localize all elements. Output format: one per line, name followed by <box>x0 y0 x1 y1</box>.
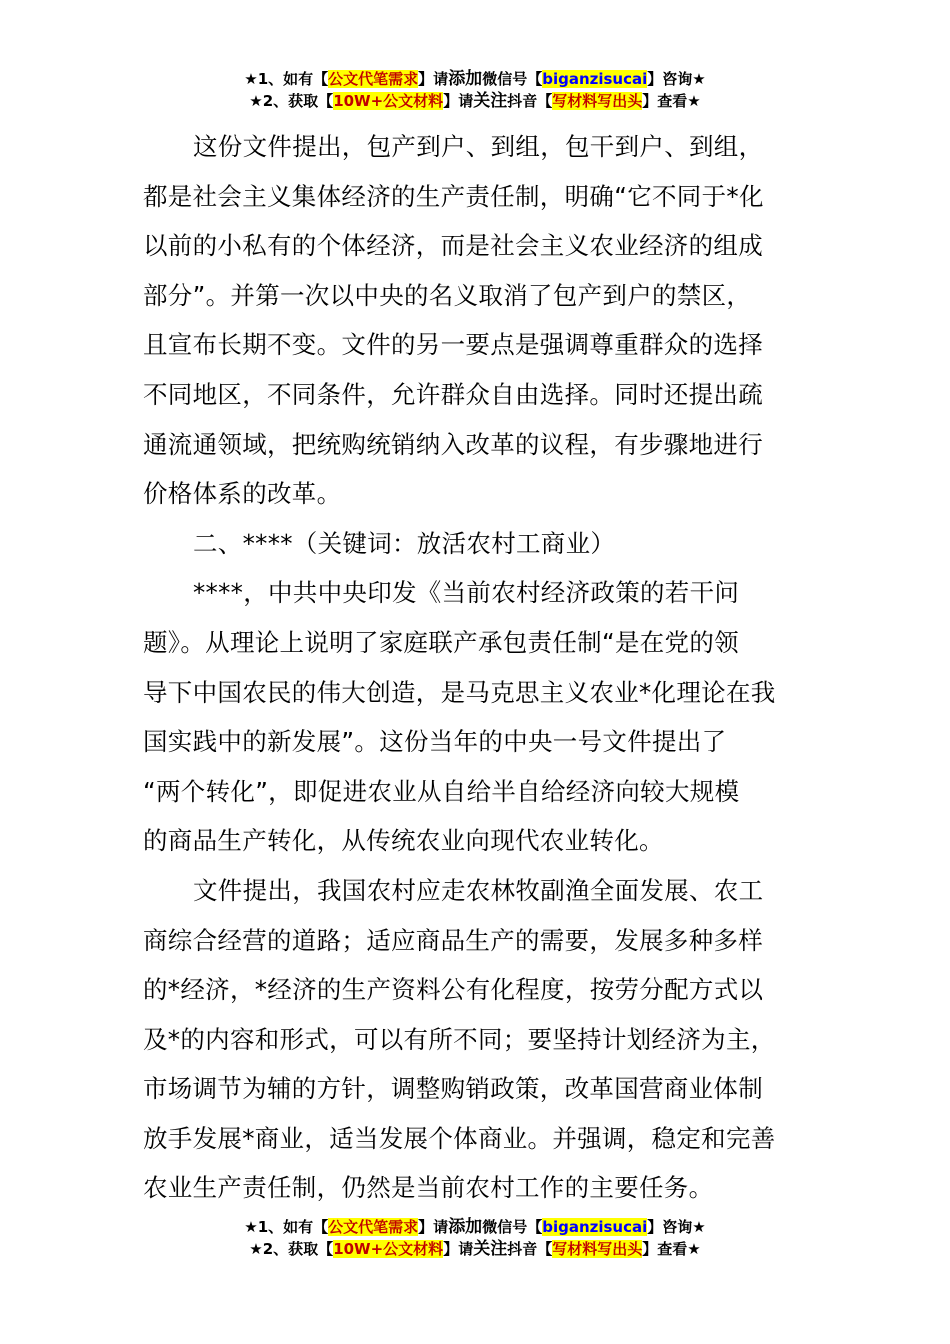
banner-text: 】请 <box>418 70 449 88</box>
banner-highlight-service: 公文代笔需求 <box>328 1218 419 1236</box>
banner-highlight-wechat: biganzisucai <box>542 70 648 88</box>
text-line: 国实践中的新发展”。这份当年的中央一号文件提出了 <box>143 727 727 757</box>
banner-text: 】请 <box>418 1218 449 1236</box>
text-line: 导下中国农民的伟大创造，是马克思主义农业*化理论在我 <box>143 677 776 707</box>
banner-highlight-wechat: biganzisucai <box>542 1218 648 1236</box>
text-line: 这份文件提出，包产到户、到组，包干到户、到组， <box>193 132 764 161</box>
paragraph-3 <box>143 866 808 1213</box>
banner-text: 】咨询★ <box>647 1218 706 1236</box>
banner-text: ★2、获取【 <box>249 1240 334 1258</box>
header-banner <box>0 68 950 112</box>
banner-emphasis: 添加 <box>448 1217 483 1237</box>
banner-text: ★1、如有【 <box>244 70 329 88</box>
text-line: 农业生产责任制，仍然是当前农村工作的主要任务。 <box>143 1173 714 1203</box>
banner-emphasis: 关注 <box>473 1239 508 1259</box>
banner-emphasis: 关注 <box>473 91 508 111</box>
text-line: 市场调节为辅的方针，调整购销政策，改革国营商业体制 <box>143 1074 763 1104</box>
banner-line-2 <box>0 1238 950 1260</box>
banner-text: 抖音【 <box>507 1240 553 1258</box>
banner-line-1 <box>0 1216 950 1238</box>
text-line: 且宣布长期不变。文件的另一要点是强调尊重群众的选择 <box>143 330 763 360</box>
text-line: ****，中共中央印发《当前农村经济政策的若干问 <box>193 578 740 608</box>
banner-text: 微信号【 <box>482 1218 543 1236</box>
paragraph-1 <box>143 122 808 519</box>
banner-line-1 <box>0 68 950 90</box>
text-line: 通流通领域，把统购统销纳入改革的议程，有步骤地进行 <box>143 429 763 459</box>
footer-banner <box>0 1216 950 1260</box>
banner-text: 】请 <box>443 92 474 110</box>
banner-text: 】查看★ <box>642 92 701 110</box>
banner-line-2 <box>0 90 950 112</box>
text-line: 文件提出，我国农村应走农林牧副渔全面发展、农工 <box>193 875 764 905</box>
banner-text: ★2、获取【 <box>249 92 334 110</box>
section-heading <box>143 519 808 569</box>
text-line: 价格体系的改革。 <box>143 479 342 509</box>
banner-text: 微信号【 <box>482 70 543 88</box>
banner-text: 】咨询★ <box>647 70 706 88</box>
text-line: 商综合经营的道路；适应商品生产的需要，发展多种多样 <box>143 925 763 955</box>
text-line: 放手发展*商业，适当发展个体商业。并强调，稳定和完善 <box>143 1123 776 1153</box>
text-line: 题》。从理论上说明了家庭联产承包责任制“是在党的领 <box>143 627 739 657</box>
text-line: 都是社会主义集体经济的生产责任制，明确“它不同于*化 <box>143 181 764 211</box>
text-line: 部分”。并第一次以中央的名义取消了包产到户的禁区， <box>143 280 752 310</box>
text-line: 及*的内容和形式，可以有所不同；要坚持计划经济为主， <box>143 1024 776 1054</box>
document-body <box>143 122 808 1213</box>
text-line: 的商品生产转化，从传统农业向现代农业转化。 <box>143 826 664 856</box>
text-line: “两个转化”，即促进农业从自给半自给经济向较大规模 <box>143 776 740 806</box>
banner-highlight-materials: 10W+公文材料 <box>333 1240 444 1258</box>
banner-text: 】查看★ <box>642 1240 701 1258</box>
text-line: 不同地区，不同条件，允许群众自由选择。同时还提出疏 <box>143 379 763 409</box>
banner-text: ★1、如有【 <box>244 1218 329 1236</box>
banner-highlight-service: 公文代笔需求 <box>328 70 419 88</box>
heading-text: 二、****（关键词：放活农村工商业） <box>193 528 616 558</box>
banner-text: 】请 <box>443 1240 474 1258</box>
banner-highlight-douyin: 写材料写出头 <box>552 92 643 110</box>
text-line: 的*经济，*经济的生产资料公有化程度，按劳分配方式以 <box>143 975 764 1005</box>
text-line: 以前的小私有的个体经济，而是社会主义农业经济的组成 <box>143 231 763 261</box>
banner-highlight-douyin: 写材料写出头 <box>552 1240 643 1258</box>
banner-highlight-materials: 10W+公文材料 <box>333 92 444 110</box>
banner-text: 抖音【 <box>507 92 553 110</box>
paragraph-2 <box>143 568 808 866</box>
banner-emphasis: 添加 <box>448 69 483 89</box>
